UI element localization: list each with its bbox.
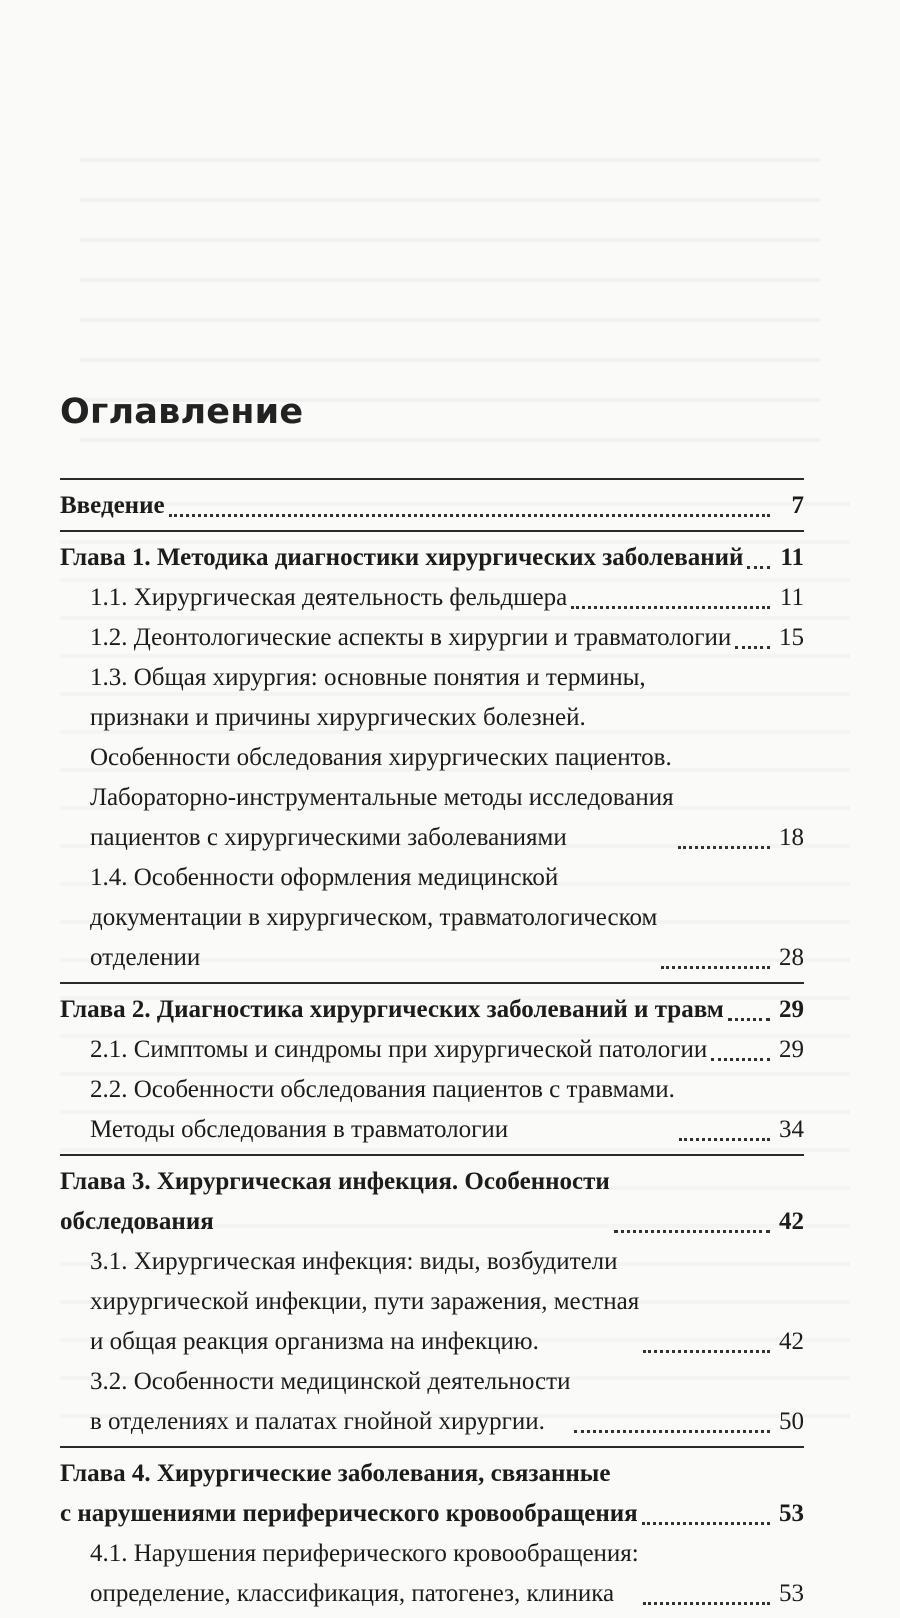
leader-dots <box>169 513 770 517</box>
toc-entry-page: 53 <box>779 1580 804 1607</box>
toc-chapter-4 <box>60 1448 804 1618</box>
toc-entry-label: Глава 4. Хирургические заболевания, связанные с нарушениями периферического кровообращения <box>60 1460 638 1527</box>
leader-dots <box>661 965 770 969</box>
toc-entry[interactable] <box>60 618 804 658</box>
toc-entry-label: 1.2. Деонтологические аспекты в хирургии и травматологии <box>90 624 732 651</box>
table-of-contents <box>60 478 804 1618</box>
toc-entry-label: Глава 2. Диагностика хирургических заболеваний и травм <box>60 996 724 1023</box>
toc-entry-page: 28 <box>779 944 804 971</box>
toc-entry[interactable] <box>60 486 804 526</box>
toc-entry-page: 34 <box>779 1116 804 1143</box>
toc-chapter-3 <box>60 1156 804 1446</box>
toc-chapter-intro <box>60 480 804 530</box>
toc-entry[interactable] <box>60 658 804 858</box>
toc-entry-label: Глава 1. Методика диагностики хирургических заболеваний <box>60 544 744 571</box>
toc-entry[interactable] <box>60 578 804 618</box>
leader-dots <box>614 1229 770 1233</box>
toc-entry-page: 42 <box>779 1208 804 1235</box>
toc-entry-label: 4.1. Нарушения периферического кровообращения: определение, классификация, патогенез, клиника <box>90 1540 639 1607</box>
leader-dots <box>643 1601 770 1605</box>
toc-chapter-1 <box>60 532 804 982</box>
toc-entry-page: 11 <box>779 584 804 611</box>
toc-entry[interactable] <box>60 1454 804 1534</box>
toc-entry-page: 29 <box>779 996 804 1023</box>
toc-entry[interactable] <box>60 1070 804 1150</box>
leader-dots <box>642 1521 770 1525</box>
leader-dots <box>571 605 770 609</box>
toc-entry-page: 50 <box>779 1408 804 1435</box>
leader-dots <box>643 1349 770 1353</box>
toc-entry[interactable] <box>60 1162 804 1242</box>
page-title: Оглавление <box>60 392 304 432</box>
toc-entry-label: Глава 3. Хирургическая инфекция. Особенности обследования <box>60 1168 610 1235</box>
leader-dots <box>747 565 770 569</box>
leader-dots <box>574 1429 770 1433</box>
toc-entry[interactable] <box>60 990 804 1030</box>
toc-entry-label: 1.4. Особенности оформления медицинской документации в хирургическом, травматологическом отделении <box>90 864 658 971</box>
toc-entry[interactable] <box>60 1242 804 1362</box>
toc-chapter-2 <box>60 984 804 1154</box>
toc-entry-label: 2.1. Симптомы и синдромы при хирургической патологии <box>90 1036 708 1063</box>
leader-dots <box>735 645 770 649</box>
toc-entry-page: 29 <box>779 1036 804 1063</box>
toc-entry-label: 3.1. Хирургическая инфекция: виды, возбудители хирургической инфекции, пути заражения, местная и общая реакция организма на инфекцию. <box>90 1248 640 1355</box>
toc-entry-label: 1.3. Общая хирургия: основные понятия и термины, признаки и причины хирургических болезней. Особенности обследования хирургических пациентов. Лабораторно-инструментальные методы исследования пациентов с хирургическими заболеваниями <box>90 664 674 851</box>
toc-entry[interactable] <box>60 538 804 578</box>
toc-entry-page: 18 <box>779 824 804 851</box>
toc-entry-label: 2.2. Особенности обследования пациентов с травмами. Методы обследования в травматологии <box>90 1076 675 1143</box>
toc-entry-page: 7 <box>791 492 804 519</box>
toc-entry[interactable] <box>60 1362 804 1442</box>
toc-entry[interactable] <box>60 1030 804 1070</box>
toc-entry[interactable] <box>60 1534 804 1614</box>
toc-entry-page: 42 <box>779 1328 804 1355</box>
toc-entry-label: 1.1. Хирургическая деятельность фельдшера <box>90 584 568 611</box>
toc-entry-label: 3.2. Особенности медицинской деятельности в отделениях и палатах гнойной хирургии. <box>90 1368 571 1435</box>
toc-entry-page: 15 <box>779 624 804 651</box>
leader-dots <box>711 1057 770 1061</box>
toc-entry-page: 53 <box>779 1500 804 1527</box>
toc-entry[interactable] <box>60 858 804 978</box>
toc-entry-page: 11 <box>780 544 804 571</box>
leader-dots <box>678 845 770 849</box>
leader-dots <box>679 1137 770 1141</box>
leader-dots <box>728 1017 770 1021</box>
toc-entry-label: Введение <box>60 492 165 519</box>
